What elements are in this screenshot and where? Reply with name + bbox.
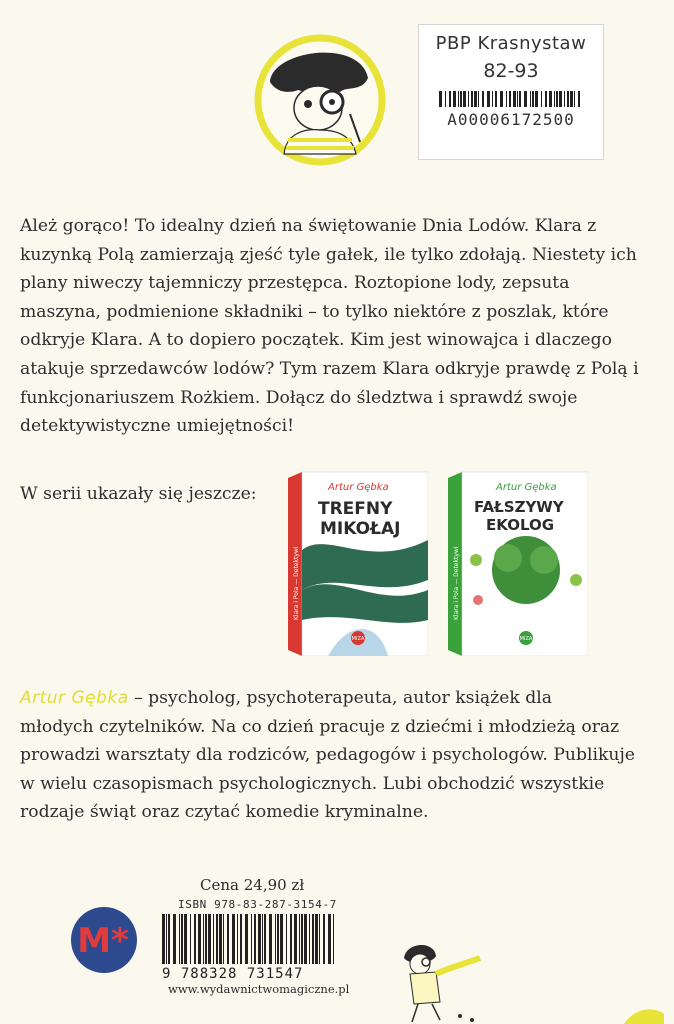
barcode-bar xyxy=(524,91,527,107)
book-2-publisher: MIZA xyxy=(519,636,533,642)
barcode-bar xyxy=(549,91,552,107)
girl-running-icon xyxy=(384,938,484,1024)
barcode-bar xyxy=(460,91,462,107)
barcode-bar xyxy=(205,914,207,964)
barcode-bar xyxy=(162,914,165,964)
library-name: PBP Krasnystaw xyxy=(435,33,587,54)
barcode-bar xyxy=(258,914,261,964)
book-2-title-1: FAŁSZYWY xyxy=(474,498,564,516)
barcode-bar xyxy=(478,91,479,107)
barcode-bar xyxy=(190,914,191,964)
barcode-bar xyxy=(532,91,534,107)
author-signature: Artur Gębka xyxy=(20,688,129,708)
barcode-bar xyxy=(554,91,555,107)
book-2-title-2: EKOLOG xyxy=(486,516,555,534)
author-bio xyxy=(20,684,646,827)
barcode-bar xyxy=(286,914,287,964)
barcode-bar xyxy=(168,914,170,964)
barcode-bar xyxy=(240,914,242,964)
ean-digits: 9 788328 731547 xyxy=(162,966,304,982)
barcode-bar xyxy=(277,914,279,964)
publisher-logo-icon xyxy=(70,906,138,974)
barcode-bar xyxy=(315,914,318,964)
ean-barcode-icon xyxy=(160,912,340,982)
barcode-bar xyxy=(309,914,310,964)
book-2-spine: Klara i Pola — Detektywi xyxy=(453,546,460,620)
barcode-bar xyxy=(530,91,531,107)
book-1-author: Artur Gębka xyxy=(328,482,389,493)
barcode-bar xyxy=(559,91,562,107)
library-signature: 82-93 xyxy=(483,60,539,82)
barcode-bar xyxy=(290,914,292,964)
barcode-bar xyxy=(541,91,542,107)
barcode-bar xyxy=(299,914,300,964)
barcode-bar xyxy=(275,914,276,964)
detective-emblem-icon xyxy=(250,30,390,170)
barcode-bar xyxy=(564,91,565,107)
book-cover-trefny-mikolaj xyxy=(288,470,428,656)
barcode-bar xyxy=(213,914,214,964)
barcode-bar xyxy=(578,91,580,107)
library-stamp xyxy=(418,24,604,160)
barcode-bar xyxy=(312,914,314,964)
price: Cena 24,90 zł xyxy=(200,876,305,894)
barcode-bar xyxy=(294,914,297,964)
barcode-bar xyxy=(535,91,538,107)
book-1-spine: Klara i Pola — Detektywi xyxy=(293,546,300,620)
library-code: A00006172500 xyxy=(447,110,575,129)
barcode-bar xyxy=(264,914,266,964)
barcode-bar xyxy=(474,91,477,107)
barcode-bar xyxy=(232,914,235,964)
isbn: ISBN 978-83-287-3154-7 xyxy=(178,898,337,911)
barcode-bar xyxy=(519,91,521,107)
barcode-bar xyxy=(556,91,558,107)
barcode-bar xyxy=(223,914,224,964)
publisher-website: www.wydawnictwomagiczne.pl xyxy=(168,982,350,996)
barcode-bar xyxy=(194,914,196,964)
barcode-bar xyxy=(492,91,493,107)
barcode-bar xyxy=(181,914,183,964)
barcode-bar xyxy=(500,91,503,107)
barcode-bar xyxy=(216,914,218,964)
yellow-paint-mark-icon xyxy=(624,1004,664,1024)
barcode-bar xyxy=(449,91,451,107)
barcode-bar xyxy=(333,914,334,964)
book-description: Ależ gorąco! To idealny dzień na świętowanie Dnia Lodów. Klara z kuzynką Polą zamierzają zjeść tyle gałek, ile tylko zdołają. Niestety ich plany niweczy tajemniczy przestępca. Roztopione lody, zepsuta maszyna, podmienione składniki – to tylko niektóre z poszlak, które odkryje Klara. A to dopiero początek. Kim jest winowajca i dlaczego atakuje sprzedawców lodów? Tym razem Klara odkryje prawdę z Polą i funkcjonariuszem Rożkiem. Dołącz do śledztwa i sprawdź swoje detektywistyczne umiejętności! xyxy=(20,216,639,437)
book-1-title-2: MIKOŁAJ xyxy=(320,519,401,539)
book-2-author: Artur Gębka xyxy=(496,482,557,493)
barcode-bar xyxy=(506,91,507,107)
barcode-bar xyxy=(513,91,516,107)
book-cover-falszywy-ekolog xyxy=(448,470,588,656)
series-label: W serii ukazały się jeszcze: xyxy=(20,484,257,504)
barcode-bar xyxy=(468,91,469,107)
library-barcode-icon xyxy=(437,90,585,108)
barcode-bar xyxy=(304,914,307,964)
barcode-bar xyxy=(328,914,331,964)
barcode-bar xyxy=(166,914,167,964)
barcode-bar xyxy=(198,914,201,964)
book-1-publisher: MIZA xyxy=(351,636,365,642)
barcode-bar xyxy=(445,91,446,107)
barcode-bar xyxy=(323,914,325,964)
barcode-bar xyxy=(184,914,187,964)
barcode-bar xyxy=(471,91,473,107)
barcode-bar xyxy=(570,91,573,107)
barcode-bar xyxy=(262,914,263,964)
publisher-logo-text: M* xyxy=(77,921,129,961)
barcode-bar xyxy=(173,914,176,964)
barcode-bar xyxy=(208,914,211,964)
barcode-bar xyxy=(203,914,204,964)
barcode-bar xyxy=(453,91,456,107)
barcode-bar xyxy=(254,914,256,964)
barcode-bar xyxy=(439,91,442,107)
author-bio-line1: – psycholog, psychoterapeuta, autor książek dla xyxy=(128,688,553,708)
barcode-bar xyxy=(245,914,248,964)
barcode-bar xyxy=(509,91,511,107)
barcode-bar xyxy=(458,91,459,107)
author-bio-rest: młodych czytelników. Na co dzień pracuje z dziećmi i młodzieżą oraz prowadzi warsztaty dla rodziców, pedagogów i psychologów. Publikuje w wielu czasopismach psychologicznych. Lubi obchodzić wszystkie rodzaje świąt oraz czytać komedie kryminalne. xyxy=(20,716,635,823)
barcode-bar xyxy=(574,91,575,107)
barcode-bar xyxy=(463,91,466,107)
barcode-bar xyxy=(251,914,252,964)
barcode-bar xyxy=(301,914,303,964)
barcode-bar xyxy=(219,914,222,964)
barcode-bar xyxy=(179,914,180,964)
barcode-bar xyxy=(482,91,484,107)
barcode-bar xyxy=(280,914,283,964)
barcode-bar xyxy=(227,914,229,964)
barcode-bar xyxy=(487,91,490,107)
barcode-bar xyxy=(517,91,518,107)
barcode-bar xyxy=(567,91,569,107)
book-1-title-1: TREFNY xyxy=(318,499,393,519)
barcode-bar xyxy=(237,914,238,964)
barcode-bar xyxy=(495,91,497,107)
barcode-bar xyxy=(545,91,547,107)
barcode-bar xyxy=(319,914,320,964)
barcode-bar xyxy=(269,914,272,964)
